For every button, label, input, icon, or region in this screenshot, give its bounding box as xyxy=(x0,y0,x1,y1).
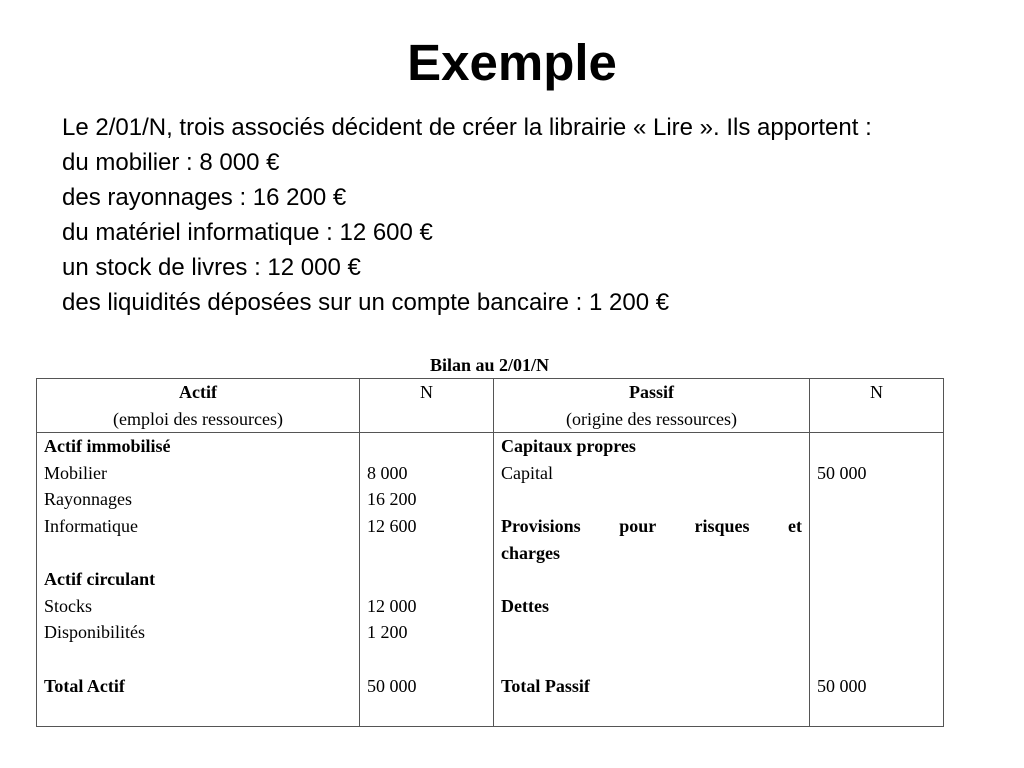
intro-item-liquidites: des liquidités déposées sur un compte bancaire : 1 200 € xyxy=(62,289,670,316)
spacer xyxy=(817,486,936,513)
header-actif-n: N xyxy=(420,382,433,402)
passif-labels-cell xyxy=(494,433,810,727)
actif-circulant-heading: Actif circulant xyxy=(44,569,156,590)
actif-values-cell xyxy=(360,433,494,727)
header-passif-subtitle: (origine des ressources) xyxy=(566,408,737,429)
total-actif-value: 50 000 xyxy=(367,675,417,696)
header-passif-n: N xyxy=(870,382,883,402)
header-passif-cell xyxy=(494,379,810,433)
disponibilites-label: Disponibilités xyxy=(44,622,146,643)
table-body-row xyxy=(37,433,944,727)
intro-text xyxy=(62,112,962,316)
mobilier-label: Mobilier xyxy=(44,462,107,483)
balance-sheet-table xyxy=(36,378,944,727)
spacer xyxy=(817,540,936,567)
spacer xyxy=(817,593,936,620)
provisions-heading-line1: Provisions pour risques et xyxy=(501,515,802,536)
rayonnages-label: Rayonnages xyxy=(44,489,132,510)
spacer xyxy=(817,646,936,673)
header-actif-n-cell xyxy=(360,379,494,433)
total-passif-value: 50 000 xyxy=(817,675,867,696)
spacer xyxy=(817,566,936,593)
total-actif-label: Total Actif xyxy=(44,675,125,696)
capital-label: Capital xyxy=(501,462,553,483)
informatique-value: 12 600 xyxy=(367,515,417,536)
stocks-value: 12 000 xyxy=(367,595,417,616)
table-header-row xyxy=(37,379,944,433)
stocks-label: Stocks xyxy=(44,595,93,616)
disponibilites-value: 1 200 xyxy=(367,622,408,643)
total-passif-label: Total Passif xyxy=(501,675,590,696)
spacer xyxy=(817,619,936,646)
intro-paragraph: Le 2/01/N, trois associés décident de créer la librairie « Lire ». Ils apportent : xyxy=(62,114,872,141)
spacer xyxy=(367,540,486,567)
header-actif-subtitle: (emploi des ressources) xyxy=(113,408,283,429)
header-actif: Actif xyxy=(179,382,217,402)
header-passif-n-cell xyxy=(810,379,944,433)
spacer xyxy=(501,619,802,646)
intro-item-informatique: du matériel informatique : 12 600 € xyxy=(62,219,433,246)
dettes-heading: Dettes xyxy=(501,595,549,616)
actif-labels-cell xyxy=(37,433,360,727)
spacer xyxy=(44,646,352,673)
spacer xyxy=(501,566,802,593)
spacer xyxy=(44,540,352,567)
spacer xyxy=(501,646,802,673)
intro-item-rayonnages: des rayonnages : 16 200 € xyxy=(62,184,347,211)
intro-item-stock: un stock de livres : 12 000 € xyxy=(62,254,361,281)
slide-title: Exemple xyxy=(407,34,617,91)
spacer xyxy=(367,566,486,593)
spacer xyxy=(367,433,486,460)
spacer xyxy=(367,646,486,673)
capitaux-propres-heading: Capitaux propres xyxy=(501,436,636,457)
mobilier-value: 8 000 xyxy=(367,462,408,483)
table-caption: Bilan au 2/01/N xyxy=(429,355,550,375)
actif-immobilise-heading: Actif immobilisé xyxy=(44,436,171,457)
capital-value: 50 000 xyxy=(817,462,867,483)
spacer xyxy=(817,513,936,540)
spacer xyxy=(501,486,802,513)
informatique-label: Informatique xyxy=(44,515,138,536)
spacer xyxy=(817,433,936,460)
header-passif: Passif xyxy=(629,382,674,402)
provisions-heading-line2: charges xyxy=(501,542,560,563)
passif-values-cell xyxy=(810,433,944,727)
intro-item-mobilier: du mobilier : 8 000 € xyxy=(62,149,280,176)
rayonnages-value: 16 200 xyxy=(367,489,417,510)
header-actif-cell xyxy=(37,379,360,433)
